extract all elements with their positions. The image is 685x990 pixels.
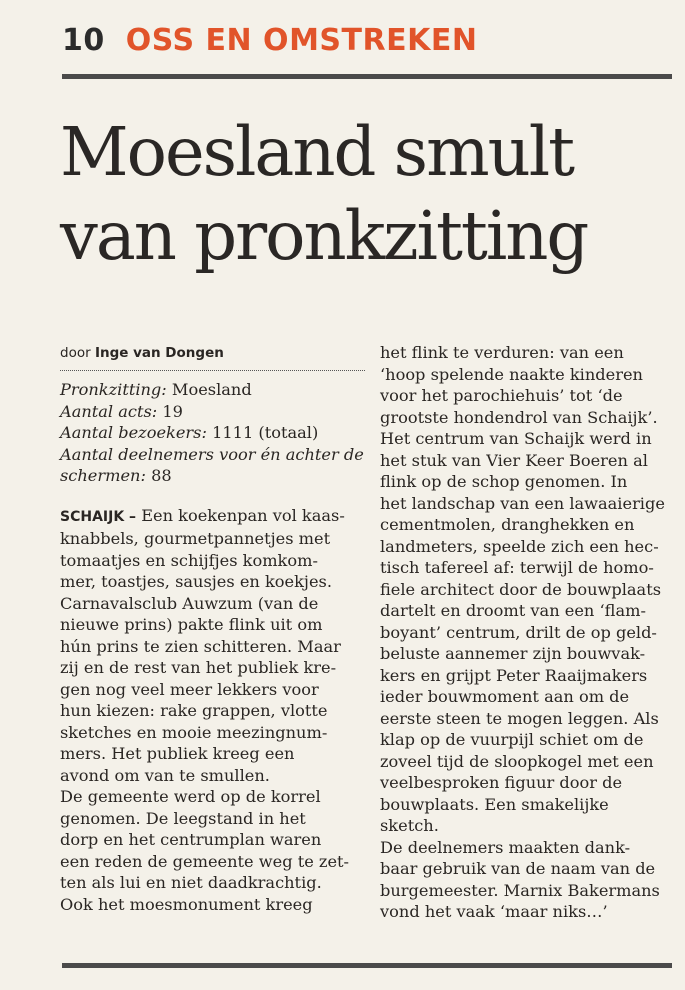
body-line: sketch. bbox=[380, 816, 439, 835]
right-column bbox=[380, 342, 680, 923]
body-line: genomen. De leegstand in het bbox=[60, 808, 306, 828]
body-line: Ook het moesmonument kreeg bbox=[60, 894, 313, 914]
body-line: eerste steen te mogen leggen. Als bbox=[380, 708, 659, 728]
body-line: Carnavalsclub Auwzum (van de bbox=[60, 593, 319, 613]
body-line: tomaatjes en schijfjes komkom- bbox=[60, 550, 318, 570]
body-line: dorp en het centrumplan waren bbox=[60, 830, 322, 849]
body-line: avond om van te smullen. bbox=[60, 765, 270, 785]
fact-line bbox=[60, 422, 365, 444]
section-title: OSS EN OMSTREKEN bbox=[125, 23, 478, 58]
body-line: mers. Het publiek kreeg een bbox=[60, 744, 295, 763]
body-line: knabbels, gourmetpannetjes met bbox=[60, 529, 331, 548]
body-line: landmeters, speelde zich een hec- bbox=[380, 536, 659, 556]
body-line: klap op de vuurpijl schiet om de bbox=[380, 730, 644, 749]
fact-value: Moesland bbox=[166, 380, 252, 399]
fact-line bbox=[60, 379, 365, 401]
footer-rule bbox=[62, 963, 672, 968]
fact-box bbox=[60, 379, 365, 487]
page-number: 10 bbox=[62, 23, 105, 58]
fact-label: Aantal acts: bbox=[60, 401, 158, 421]
body-line: burgemeester. Marnix Bakermans bbox=[380, 880, 660, 900]
body-line: ieder bouwmoment aan om de bbox=[380, 687, 630, 706]
body-line: grootste hondendrol van Schaijk’. bbox=[380, 407, 658, 427]
body-line: zij en de rest van het publiek kre- bbox=[60, 658, 337, 677]
section-header bbox=[62, 22, 477, 60]
body-line: gen nog veel meer lekkers voor bbox=[60, 679, 319, 699]
body-line: nieuwe prins) pakte flink uit om bbox=[60, 615, 323, 634]
dateline: SCHAIJK – bbox=[60, 508, 137, 525]
body-line: een reden de gemeente weg te zet- bbox=[60, 851, 350, 871]
fact-label: Pronkzitting: bbox=[60, 380, 167, 399]
body-line: fiele architect door de bouwplaats bbox=[380, 579, 662, 599]
body-line: De gemeente werd op de korrel bbox=[60, 787, 321, 806]
body-line: veelbesproken figuur door de bbox=[380, 773, 623, 792]
fact-line bbox=[60, 401, 365, 423]
fact-label: Aantal deelnemers voor én achter de bbox=[60, 444, 364, 464]
byline-author: Inge van Dongen bbox=[94, 345, 224, 361]
body-line: baar gebruik van de naam van de bbox=[380, 859, 656, 878]
fact-value: 1111 (totaal) bbox=[206, 423, 319, 442]
article-body-left bbox=[60, 505, 365, 916]
body-line: beluste aannemer zijn bouwvak- bbox=[380, 644, 646, 663]
body-line: ‘hoop spelende naakte kinderen bbox=[380, 364, 643, 384]
body-line: De deelnemers maakten dank- bbox=[380, 837, 631, 857]
body-line: het landschap van een lawaaierige bbox=[380, 493, 665, 513]
body-line: kers en grijpt Peter Raaijmakers bbox=[380, 665, 648, 685]
fact-label: Aantal bezoekers: bbox=[60, 423, 207, 442]
headline bbox=[60, 110, 675, 278]
fact-label: schermen: bbox=[60, 466, 146, 485]
fact-line bbox=[60, 444, 365, 466]
headline-line-1: Moesland smult bbox=[60, 113, 574, 191]
header-rule bbox=[62, 74, 672, 79]
body-line: Het centrum van Schaijk werd in bbox=[380, 429, 652, 448]
body-line: sketches en mooie meezingnum- bbox=[60, 722, 328, 742]
body-line: boyant’ centrum, drilt de op geld- bbox=[380, 622, 657, 642]
byline-prefix: door bbox=[60, 345, 91, 361]
body-line: dartelt en droomt van een ‘flam- bbox=[380, 601, 646, 620]
fact-value: 19 bbox=[157, 401, 183, 421]
body-line: bouwplaats. Een smakelijke bbox=[380, 794, 609, 814]
body-line: mer, toastjes, sausjes en koekjes. bbox=[60, 572, 332, 591]
body-line: SCHAIJK – Een koekenpan vol kaas- bbox=[60, 505, 345, 525]
body-line: hun kiezen: rake grappen, vlotte bbox=[60, 701, 328, 720]
body-line: hún prins te zien schitteren. Maar bbox=[60, 636, 341, 656]
body-line: tisch tafereel af: terwijl de homo- bbox=[380, 558, 654, 577]
fact-value: 88 bbox=[145, 466, 172, 485]
body-line: flink op de schop genomen. In bbox=[380, 472, 628, 491]
fact-line bbox=[60, 465, 365, 487]
left-column bbox=[60, 342, 365, 915]
body-line: zoveel tijd de sloopkogel met een bbox=[380, 751, 654, 771]
body-line: het stuk van Vier Keer Boeren al bbox=[380, 450, 648, 470]
body-line: het flink te verduren: van een bbox=[380, 343, 624, 362]
body-line: cementmolen, dranghekken en bbox=[380, 515, 635, 534]
headline-line-2: van pronkzitting bbox=[60, 197, 588, 275]
body-line: voor het parochiehuis’ tot ‘de bbox=[380, 386, 623, 405]
body-line: ten als lui en niet daadkrachtig. bbox=[60, 873, 322, 892]
byline bbox=[60, 342, 365, 371]
body-line: vond het vaak ‘maar niks…’ bbox=[380, 902, 608, 921]
